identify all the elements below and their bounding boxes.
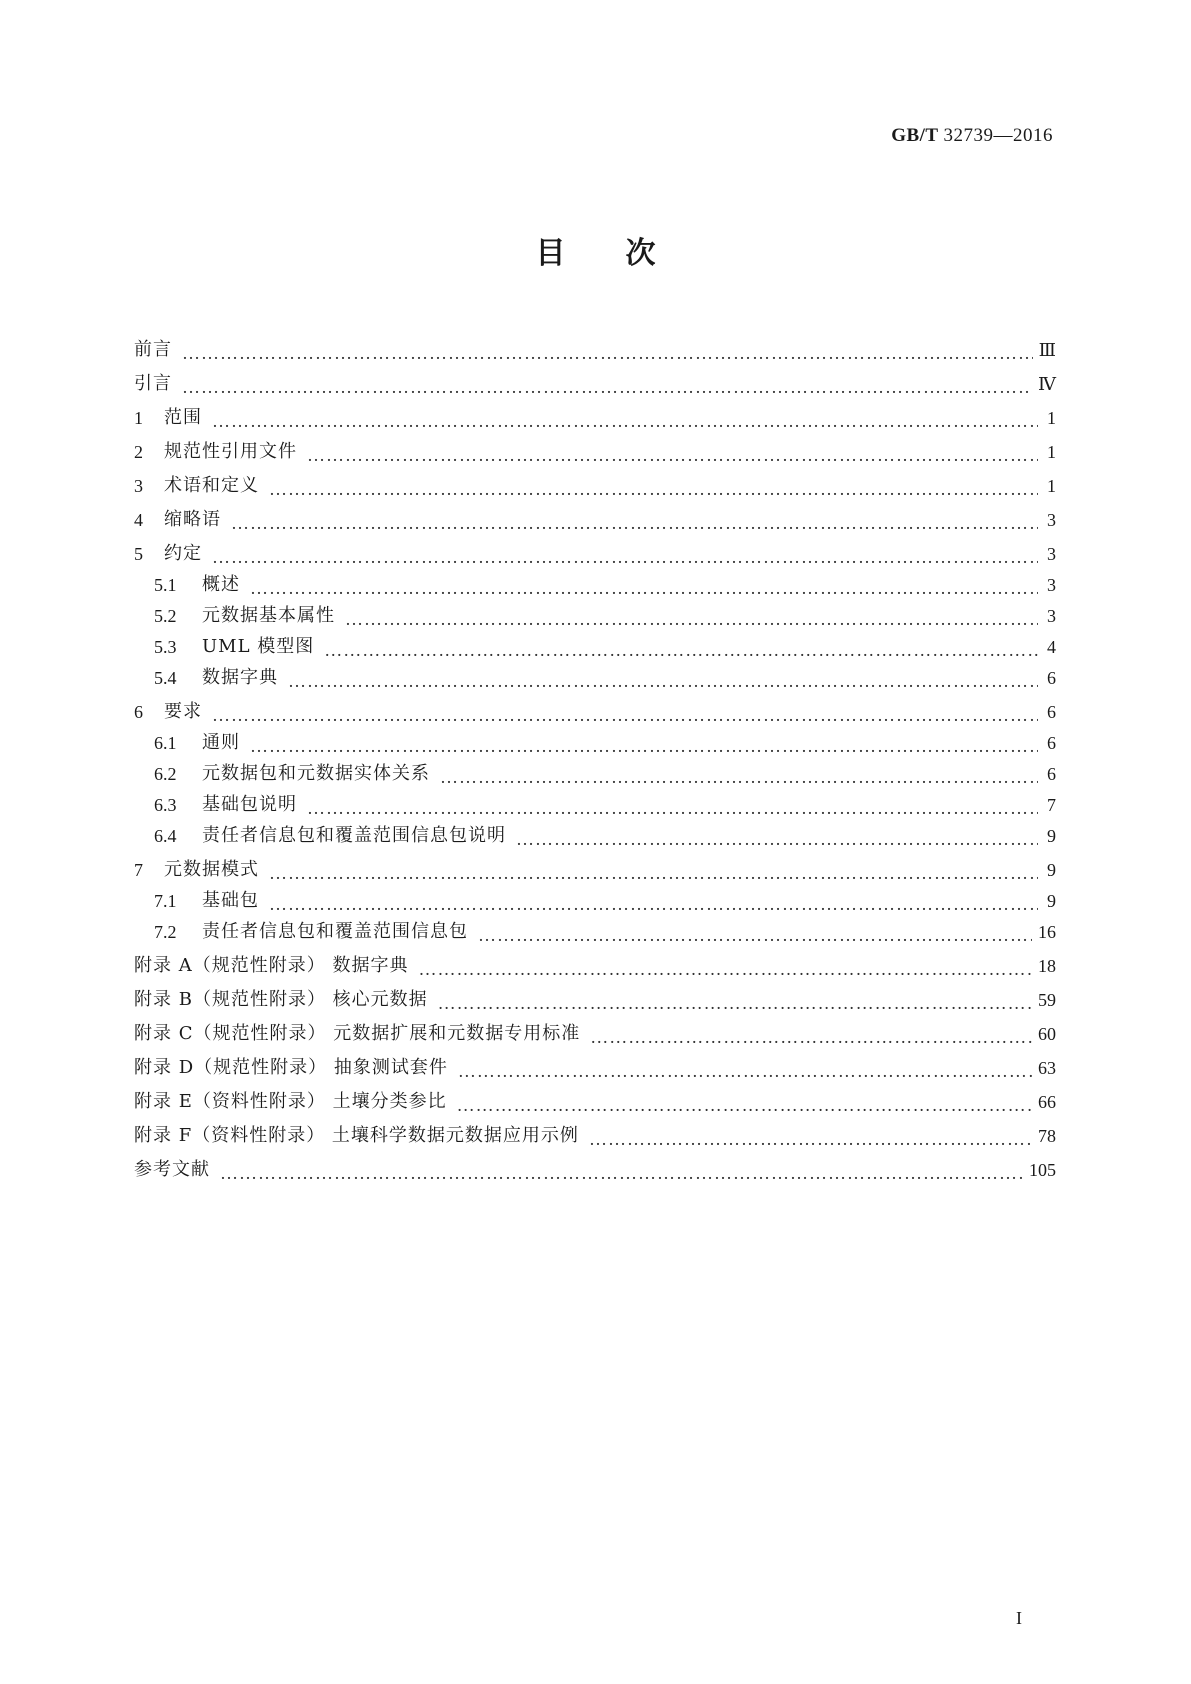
toc-page-number: 3 (1047, 575, 1056, 595)
toc-leader-dots (589, 1132, 1032, 1146)
toc-page-number: 1 (1047, 408, 1056, 428)
toc-entry-appendix-c[interactable] (134, 1010, 1056, 1044)
toc-entry-5-3[interactable] (134, 626, 1056, 657)
toc-entry-6-3[interactable] (134, 784, 1056, 815)
toc-entry-label: 前言 (134, 339, 172, 360)
toc-page-number: 59 (1038, 990, 1056, 1010)
toc-page-number: 6 (1047, 668, 1056, 688)
toc-leader-dots (212, 708, 1038, 722)
toc-entry-3[interactable] (134, 462, 1056, 496)
toc-entry-number: 6.3 (154, 795, 177, 815)
toc-entry-number: 6.4 (154, 826, 177, 846)
toc-page-number: 4 (1047, 637, 1056, 657)
toc-entry-number: 3 (134, 476, 143, 496)
toc-entry-label: 附录 C（规范性附录） 元数据扩展和元数据专用标准 (134, 1023, 581, 1044)
toc-leader-dots (220, 1166, 1023, 1180)
toc-entry-label: 术语和定义 (164, 475, 259, 496)
toc-leader-dots (307, 801, 1038, 815)
toc-page-number: 9 (1047, 860, 1056, 880)
toc-leader-dots (250, 739, 1038, 753)
toc-entry-label: 元数据包和元数据实体关系 (202, 763, 430, 784)
toc-entry-appendix-d[interactable] (134, 1044, 1056, 1078)
toc-leader-dots (418, 962, 1032, 976)
toc-entry-label: 规范性引用文件 (164, 441, 297, 462)
toc-entry-5-2[interactable] (134, 595, 1056, 626)
standard-number (891, 125, 1053, 147)
toc-entry-label: 元数据基本属性 (202, 605, 335, 626)
toc-entry-label: 附录 D（规范性附录） 抽象测试套件 (134, 1057, 448, 1078)
toc-entry-number: 6.1 (154, 733, 177, 753)
toc-page-number: 18 (1038, 956, 1056, 976)
toc-leader-dots (438, 996, 1032, 1010)
toc-entry-number: 1 (134, 408, 143, 428)
toc-entry-appendix-e[interactable] (134, 1078, 1056, 1112)
toc-entry-number: 6 (134, 702, 143, 722)
toc-leader-dots (250, 581, 1038, 595)
toc-leader-dots (457, 1098, 1032, 1112)
toc-page-number: 6 (1047, 702, 1056, 722)
toc-entry-label: 基础包说明 (202, 794, 297, 815)
toc-leader-dots (345, 612, 1038, 626)
toc-leader-dots (269, 897, 1038, 911)
toc-page-number: 3 (1047, 510, 1056, 530)
toc-page-number: Ⅳ (1038, 374, 1056, 394)
page-title: 目次 (535, 236, 716, 271)
toc-entry-2[interactable] (134, 428, 1056, 462)
toc-entry-number: 5.1 (154, 575, 177, 595)
toc-entry-number: 5.3 (154, 637, 177, 657)
toc-entry-label: 缩略语 (164, 509, 221, 530)
toc-page-number: 6 (1047, 733, 1056, 753)
toc-leader-dots (478, 928, 1032, 942)
toc-entry-label: 元数据模式 (164, 859, 259, 880)
toc-leader-dots (516, 832, 1038, 846)
toc-leader-dots (324, 643, 1038, 657)
toc-entry-5-1[interactable] (134, 564, 1056, 595)
toc-entry-appendix-b[interactable] (134, 976, 1056, 1010)
toc-entry-label: 引言 (134, 373, 172, 394)
toc-page-number: 105 (1029, 1160, 1056, 1180)
toc-entry-label: 附录 E（资料性附录） 土壤分类参比 (134, 1091, 447, 1112)
toc-entry-label: 参考文献 (134, 1159, 210, 1180)
toc-leader-dots (182, 380, 1032, 394)
page-number: I (1016, 1608, 1022, 1628)
toc-entry-label: 概述 (202, 574, 240, 595)
toc-page-number: 78 (1038, 1126, 1056, 1146)
toc-page-number: 9 (1047, 891, 1056, 911)
toc-entry-7-1[interactable] (134, 880, 1056, 911)
standard-code: 32739—2016 (943, 125, 1053, 146)
toc-leader-dots (590, 1030, 1032, 1044)
toc-entry-5-4[interactable] (134, 657, 1056, 688)
toc-entry-label: UML 模型图 (202, 636, 315, 657)
toc-entry-7-2[interactable] (134, 911, 1056, 942)
toc-entry-number: 2 (134, 442, 143, 462)
toc-page-number: 1 (1047, 442, 1056, 462)
toc-entry-appendix-a[interactable] (134, 942, 1056, 976)
toc-page-number: 1 (1047, 476, 1056, 496)
toc-page-number: 60 (1038, 1024, 1056, 1044)
toc-entry-6-2[interactable] (134, 753, 1056, 784)
toc-entry-number: 5 (134, 544, 143, 564)
toc-entry-number: 7.1 (154, 891, 177, 911)
toc-page-number: 3 (1047, 606, 1056, 626)
table-of-contents (134, 326, 1056, 1180)
toc-leader-dots (440, 770, 1038, 784)
toc-entry-label: 责任者信息包和覆盖范围信息包说明 (202, 825, 506, 846)
toc-entry-label: 责任者信息包和覆盖范围信息包 (202, 921, 468, 942)
toc-page-number: 7 (1047, 795, 1056, 815)
toc-page-number: 3 (1047, 544, 1056, 564)
toc-entry-number: 7.2 (154, 922, 177, 942)
toc-entry-4[interactable] (134, 496, 1056, 530)
toc-page-number: 9 (1047, 826, 1056, 846)
toc-entry-label: 要求 (164, 701, 202, 722)
toc-entry-1[interactable] (134, 394, 1056, 428)
standard-prefix: GB/T (891, 125, 939, 146)
toc-entry-6-4[interactable] (134, 815, 1056, 846)
toc-entry-foreword[interactable] (134, 326, 1056, 360)
toc-entry-references[interactable] (134, 1146, 1056, 1180)
toc-entry-7[interactable] (134, 846, 1056, 880)
toc-leader-dots (269, 482, 1038, 496)
toc-leader-dots (288, 674, 1038, 688)
toc-entry-number: 6.2 (154, 764, 177, 784)
toc-entry-number: 7 (134, 860, 143, 880)
toc-entry-6[interactable] (134, 688, 1056, 722)
toc-entry-number: 4 (134, 510, 143, 530)
toc-leader-dots (182, 346, 1033, 360)
toc-entry-number: 5.4 (154, 668, 177, 688)
toc-page-number: Ⅲ (1038, 340, 1056, 360)
toc-page-number: 16 (1038, 922, 1056, 942)
toc-leader-dots (212, 414, 1038, 428)
toc-entry-label: 附录 B（规范性附录） 核心元数据 (134, 989, 428, 1010)
toc-leader-dots (212, 550, 1038, 564)
toc-entry-label: 附录 A（规范性附录） 数据字典 (134, 955, 409, 976)
toc-entry-6-1[interactable] (134, 722, 1056, 753)
toc-entry-introduction[interactable] (134, 360, 1056, 394)
toc-page-number: 66 (1038, 1092, 1056, 1112)
toc-entry-label: 范围 (164, 407, 202, 428)
toc-entry-label: 数据字典 (202, 667, 278, 688)
toc-page-number: 6 (1047, 764, 1056, 784)
toc-leader-dots (269, 866, 1038, 880)
toc-entry-label: 基础包 (202, 890, 259, 911)
toc-entry-appendix-f[interactable] (134, 1112, 1056, 1146)
toc-entry-label: 附录 F（资料性附录） 土壤科学数据元数据应用示例 (134, 1125, 579, 1146)
toc-leader-dots (458, 1064, 1032, 1078)
toc-page-number: 63 (1038, 1058, 1056, 1078)
toc-entry-number: 5.2 (154, 606, 177, 626)
toc-entry-label: 通则 (202, 732, 240, 753)
toc-entry-5[interactable] (134, 530, 1056, 564)
toc-leader-dots (307, 448, 1038, 462)
toc-entry-label: 约定 (164, 543, 202, 564)
toc-leader-dots (231, 516, 1038, 530)
